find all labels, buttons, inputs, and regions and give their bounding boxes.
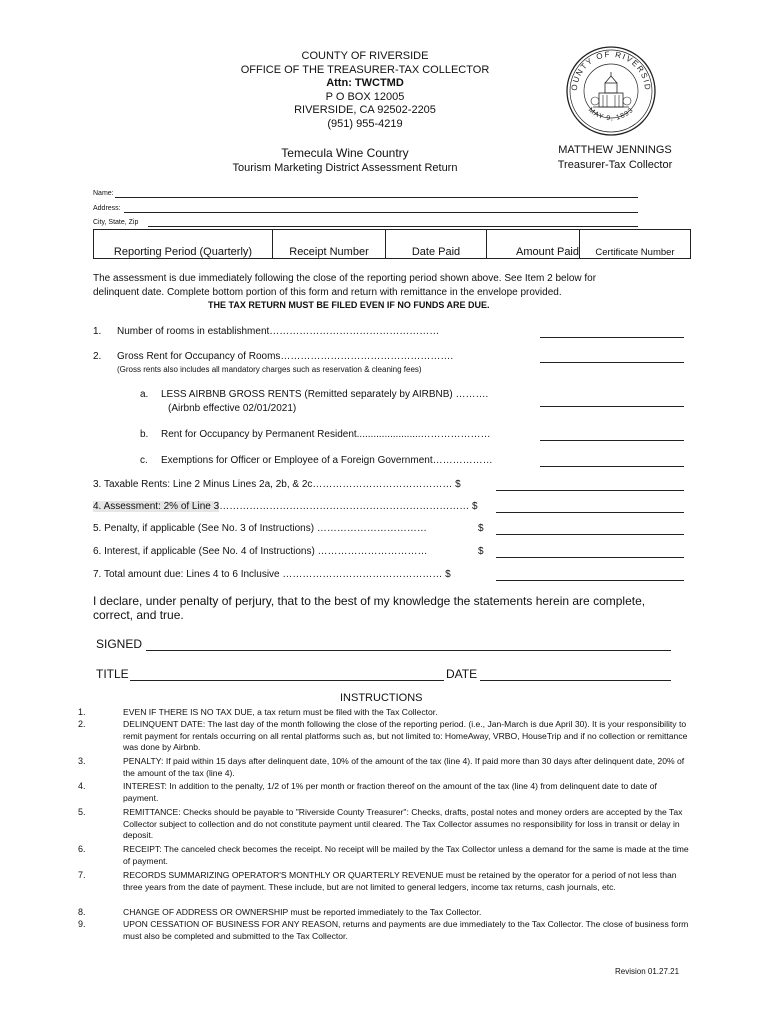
official-title: Treasurer-Tax Collector bbox=[557, 159, 673, 171]
instruction-7-text: RECORDS SUMMARIZING OPERATOR'S MONTHLY OR QUARTERLY REVENUE must be retained by the operator for a period of not less than three years from the date of payment. These include, but are not limited to general ledgers, income tax returns, cash journals, etc. bbox=[123, 870, 677, 892]
instruction-9-number: 9. bbox=[78, 919, 86, 929]
penalty-field[interactable] bbox=[496, 534, 684, 535]
item-6-label: 6. Interest, if applicable (See No. 4 of Instructions) …………………………… bbox=[93, 546, 428, 557]
item-2-number: 2. bbox=[93, 351, 102, 362]
instructions-heading: INSTRUCTIONS bbox=[340, 692, 423, 704]
declaration-line-1: I declare, under penalty of perjury, that to the best of my knowledge the statements herein are complete, bbox=[93, 594, 646, 608]
instruction-3-text: PENALTY: If paid within 15 days after delinquent date, 10% of the amount of the tax (line 4). If paid more than 30 days after delinquent date, 20% of the amount of the tax (line 4). bbox=[123, 756, 685, 778]
header-address bbox=[200, 50, 530, 131]
city-state-zip-field[interactable] bbox=[148, 226, 638, 227]
item-2c-label: Exemptions for Officer or Employee of a Foreign Government……………… bbox=[161, 455, 493, 466]
notice-line-2: delinquent date. Complete bottom portion of this form and return with remittance in the envelope provided. bbox=[93, 287, 562, 298]
receipt-number-cell[interactable] bbox=[273, 230, 386, 259]
item-4-leader: ………………………………………………………………… $ bbox=[219, 501, 478, 512]
official-name: MATTHEW JENNINGS bbox=[558, 144, 672, 156]
date-paid-cell[interactable] bbox=[386, 230, 487, 259]
item-2c-letter: c. bbox=[140, 455, 148, 466]
date-field[interactable] bbox=[480, 680, 671, 681]
instruction-1-number: 1. bbox=[78, 707, 86, 717]
reporting-period-header: Reporting Period (Quarterly) bbox=[113, 246, 253, 258]
instruction-4-number: 4. bbox=[78, 781, 86, 791]
foreign-exemption-field[interactable] bbox=[540, 466, 684, 467]
amount-paid-cell[interactable] bbox=[487, 230, 580, 259]
signed-label: SIGNED bbox=[96, 637, 143, 651]
notice-bold: THE TAX RETURN MUST BE FILED EVEN IF NO FUNDS ARE DUE. bbox=[208, 300, 490, 310]
item-4-highlight: 4. Assessment: 2% of Line 3 bbox=[93, 501, 220, 512]
item-5-label: 5. Penalty, if applicable (See No. 3 of Instructions) …………………………… bbox=[93, 523, 427, 534]
date-paid-header: Date Paid bbox=[411, 246, 461, 258]
item-2a-label: LESS AIRBNB GROSS RENTS (Remitted separately by AIRBNB) ………. bbox=[161, 389, 489, 400]
instruction-9-text: UPON CESSATION OF BUSINESS FOR ANY REASON, returns and payments are due immediately to the Tax Collector. The close of business form must also be completed and submitted to the Tax Collector. bbox=[123, 919, 689, 941]
airbnb-rents-field[interactable] bbox=[540, 406, 684, 407]
instruction-4-text: INTEREST: In addition to the penalty, 1/2 of 1% per month or fraction thereof on the amount of the tax (line 4) from delinquent date to date of payment. bbox=[123, 781, 657, 803]
name-field[interactable] bbox=[115, 197, 638, 198]
item-2a-letter: a. bbox=[140, 389, 149, 400]
reporting-table bbox=[93, 229, 691, 259]
signature-field[interactable] bbox=[146, 650, 671, 651]
title-field[interactable] bbox=[130, 680, 444, 681]
city-line: RIVERSIDE, CA 92502-2205 bbox=[294, 104, 436, 116]
name-label: Name: bbox=[93, 190, 114, 197]
permanent-resident-field[interactable] bbox=[540, 440, 684, 441]
instruction-5-number: 5. bbox=[78, 807, 86, 817]
interest-field[interactable] bbox=[496, 557, 684, 558]
instruction-6-text: RECEIPT: The canceled check becomes the receipt. No receipt will be mailed by the Tax Collector unless a demand for the same is made at the time of payment. bbox=[123, 844, 689, 866]
instruction-8-text: CHANGE OF ADDRESS OR OWNERSHIP must be reported immediately to the Tax Collector. bbox=[123, 907, 482, 917]
item-6-dollar: $ bbox=[478, 546, 484, 557]
office-name: OFFICE OF THE TREASURER-TAX COLLECTOR bbox=[240, 63, 490, 76]
item-2-label: Gross Rent for Occupancy of Rooms……………………………………………. bbox=[117, 351, 454, 362]
title-line-2: Tourism Marketing District Assessment Return bbox=[232, 162, 458, 174]
instruction-1-text: EVEN IF THERE IS NO TAX DUE, a tax return must be filed with the Tax Collector. bbox=[123, 707, 438, 717]
title-label: TITLE bbox=[96, 667, 129, 681]
attention-line: Attn: TWCTMD bbox=[326, 77, 404, 89]
item-7-label: 7. Total amount due: Lines 4 to 6 Inclusive ………………………………………… $ bbox=[93, 569, 451, 580]
item-1-label: Number of rooms in establishment…………………………………………… bbox=[117, 326, 440, 337]
reporting-period-cell[interactable] bbox=[94, 230, 273, 259]
instruction-2-number: 2. bbox=[78, 719, 86, 729]
notice-line-1: The assessment is due immediately following the close of the reporting period shown above. See Item 2 below for bbox=[93, 273, 597, 284]
item-2b-letter: b. bbox=[140, 429, 149, 440]
svg-text:COUNTY OF RIVERSIDE: OUNTY OF RIVERSID bbox=[569, 49, 653, 92]
rooms-field[interactable] bbox=[540, 337, 684, 338]
instruction-8-number: 8. bbox=[78, 907, 86, 917]
taxable-rents-field[interactable] bbox=[496, 490, 684, 491]
item-4-label bbox=[93, 501, 478, 512]
county-name: COUNTY OF RIVERSIDE bbox=[301, 50, 429, 62]
address-field[interactable] bbox=[124, 212, 638, 213]
item-2-note: (Gross rents also includes all mandatory charges such as reservation & cleaning fees) bbox=[117, 365, 422, 374]
item-2b-label: Rent for Occupancy by Permanent Resident.......................………………… bbox=[161, 429, 491, 440]
address-label: Address: bbox=[93, 205, 121, 212]
revision-label: Revision 01.27.21 bbox=[615, 967, 680, 976]
phone-number: (951) 955-4219 bbox=[327, 117, 403, 130]
total-due-field[interactable] bbox=[496, 580, 684, 581]
receipt-number-header: Receipt Number bbox=[289, 246, 369, 258]
svg-text:MAY 9, 1893: MAY 9, 1893 bbox=[586, 106, 636, 123]
item-5-dollar: $ bbox=[478, 523, 484, 534]
instruction-7-number: 7. bbox=[78, 870, 86, 880]
city-state-zip-label: City, State, Zip bbox=[93, 219, 139, 226]
certificate-number-header: Certificate Number bbox=[595, 247, 675, 258]
certificate-number-cell[interactable] bbox=[580, 230, 691, 259]
title-line-1: Temecula Wine Country bbox=[281, 146, 409, 160]
instruction-6-number: 6. bbox=[78, 844, 86, 854]
date-label: DATE bbox=[446, 667, 478, 681]
gross-rent-field[interactable] bbox=[540, 362, 684, 363]
instruction-2-text: DELINQUENT DATE: The last day of the month following the close of the reporting period. (i.e., Jan-March is due April 30). It is your responsibility to remit payment for rentals occurring on all rental platforms such as, but not limited to: HomeAway, VRBO, HouseTrip and if no collection or remittance was done by Airbnb. bbox=[123, 719, 688, 752]
instruction-5-text: REMITTANCE: Checks should be payable to "Riverside County Treasurer": Checks, drafts, postal notes and money orders are accepted by the Tax Collector subject to collection and do not constitute payment until cleared. The Tax Collector assumes no responsibility for loss in transit or delay in deposit. bbox=[123, 807, 683, 840]
county-seal bbox=[565, 45, 657, 137]
item-2a-note: (Airbnb effective 02/01/2021) bbox=[168, 403, 297, 414]
item-1-number: 1. bbox=[93, 326, 102, 337]
instruction-3-number: 3. bbox=[78, 756, 86, 766]
po-box: P O BOX 12005 bbox=[325, 90, 405, 103]
item-3-label: 3. Taxable Rents: Line 2 Minus Lines 2a, 2b, & 2c…………………………………… $ bbox=[93, 479, 461, 490]
amount-paid-header: Amount Paid bbox=[516, 246, 579, 258]
assessment-field[interactable] bbox=[496, 512, 684, 513]
declaration-line-2: correct, and true. bbox=[93, 608, 184, 622]
